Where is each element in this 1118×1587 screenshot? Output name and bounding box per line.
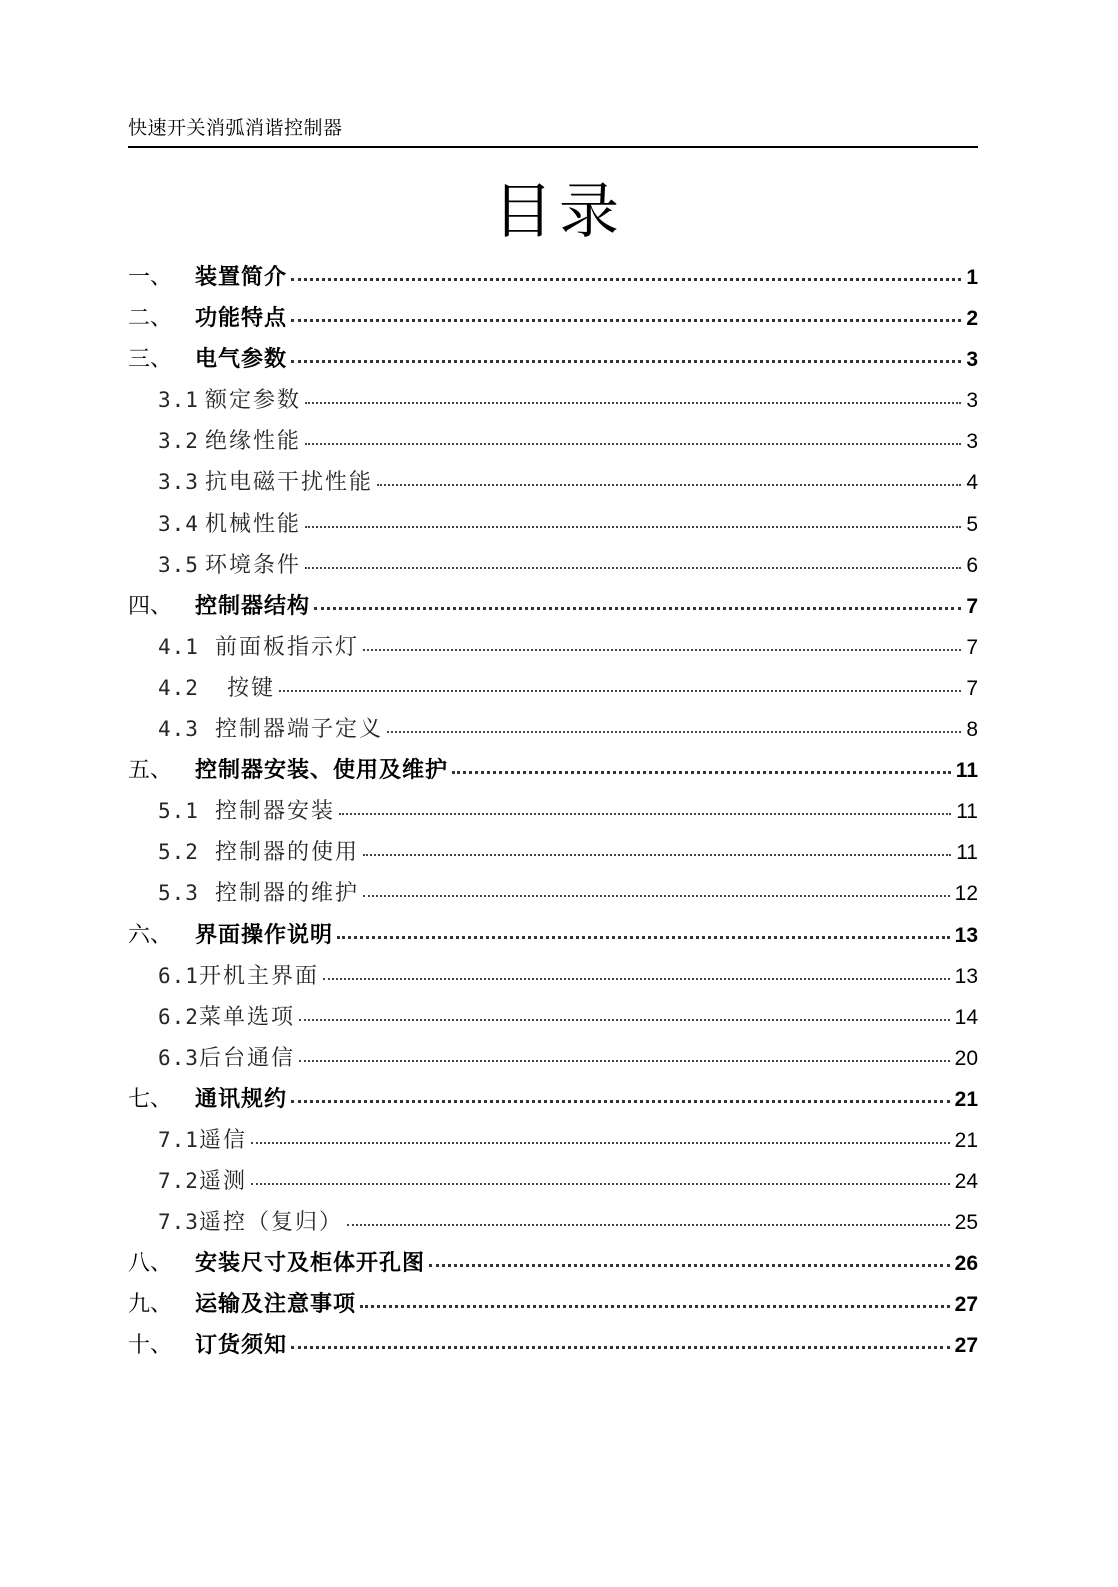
dot-leader [305,402,961,404]
toc-entry[interactable] [128,1283,978,1324]
toc-subentry[interactable] [128,379,978,420]
toc-entry-number: 四、 [128,593,173,619]
dot-leader [279,690,961,692]
dot-leader [305,526,961,528]
toc-entry-title: 控制器的维护 [214,881,359,907]
dot-leader [337,936,950,939]
toc-subentry[interactable] [128,461,978,502]
dot-leader [291,1100,950,1103]
dot-leader [291,319,961,322]
toc-entry-page: 26 [954,1252,978,1276]
toc-entry-page: 20 [954,1046,978,1070]
toc-entry-number: 4.1 [158,634,199,659]
toc-entry-page: 27 [954,1334,978,1358]
dot-leader [291,1346,950,1349]
page-header [128,112,978,148]
toc-subentry[interactable] [128,420,978,461]
toc-entry-page: 11 [956,800,978,824]
toc-entry-number: 六、 [128,922,173,948]
dot-leader [251,1183,950,1185]
toc-entry[interactable] [128,297,978,338]
toc-entry-number: 一、 [128,265,173,290]
dot-leader [360,1305,950,1308]
toc-subentry[interactable] [128,790,978,831]
toc-subentry[interactable] [128,544,978,585]
toc-entry-number: 七、 [128,1086,173,1112]
toc-entry-page: 3 [966,348,978,372]
toc-list [128,256,978,1366]
dot-leader [251,1142,950,1144]
toc-entry[interactable] [128,914,978,955]
toc-subentry[interactable] [128,872,978,913]
toc-entry-page: 21 [954,1087,978,1111]
toc-entry-page: 7 [966,676,978,700]
toc-entry-page: 2 [966,307,978,331]
toc-entry-page: 12 [954,882,978,906]
toc-entry-page: 24 [954,1170,978,1194]
toc-entry-title: 控制器的使用 [214,840,359,866]
dot-leader [305,443,961,445]
toc-entry-title: 按键 [226,675,275,701]
toc-entry-title: 前面板指示灯 [214,634,359,660]
toc-entry-page: 13 [954,923,978,947]
toc-entry-number: 3.1 [158,388,199,413]
toc-entry-page: 8 [966,718,978,742]
toc-title: 目录 [493,177,625,247]
toc-entry-title: 控制器安装、使用及维护 [195,757,449,784]
toc-subentry[interactable] [128,1160,978,1201]
toc-entry-title: 电气参数 [195,346,288,373]
toc-entry-number: 二、 [128,306,173,332]
toc-entry-number: 7.3 [158,1210,199,1235]
toc-entry-number: 5.2 [158,840,199,865]
toc-subentry[interactable] [128,667,978,708]
toc-entry[interactable] [128,749,978,790]
dot-leader [291,278,961,281]
dot-leader [291,360,961,363]
toc-entry-page: 14 [954,1005,978,1029]
toc-entry-title: 功能特点 [195,305,288,332]
toc-entry[interactable] [128,1078,978,1119]
dot-leader [305,567,961,569]
toc-entry[interactable] [128,1324,978,1365]
toc-entry-title: 控制器结构 [195,592,311,619]
toc-entry-number: 九、 [128,1292,173,1318]
toc-entry-number: 3.5 [158,552,199,577]
toc-entry[interactable] [128,338,978,379]
toc-entry-page: 25 [954,1211,978,1235]
dot-leader [363,854,951,856]
toc-entry-number: 4.2 [158,675,199,700]
toc-entry-number: 八、 [128,1251,173,1277]
toc-entry-title: 开机主界面 [198,963,319,989]
toc-entry-number: 十、 [128,1333,173,1359]
toc-entry-title: 控制器安装 [214,799,335,825]
toc-entry-number: 5.1 [158,799,199,824]
toc-entry-number: 3.4 [158,511,199,536]
toc-entry-number: 6.3 [158,1045,199,1070]
toc-entry-page: 21 [954,1128,978,1152]
dot-leader [339,813,951,815]
toc-entry-title: 遥测 [198,1169,247,1195]
toc-entry-page: 6 [966,553,978,577]
toc-entry-title: 安装尺寸及柜体开孔图 [195,1250,426,1277]
toc-entry-title: 抗电磁干扰性能 [204,470,373,496]
toc-subentry[interactable] [128,831,978,872]
toc-entry-number: 三、 [128,347,173,373]
toc-entry-page: 3 [966,430,978,454]
toc-entry-page: 7 [966,635,978,659]
toc-entry-page: 11 [956,841,978,865]
toc-subentry[interactable] [128,1201,978,1242]
toc-subentry[interactable] [128,626,978,667]
dot-leader [347,1224,950,1226]
toc-entry-title: 遥信 [198,1127,247,1153]
toc-entry-number: 3.2 [158,429,199,454]
toc-entry-page: 13 [954,964,978,988]
toc-entry-title: 菜单选项 [198,1004,295,1030]
toc-entry-number: 五、 [128,758,173,784]
toc-entry[interactable] [128,256,978,297]
dot-leader [363,649,961,651]
toc-subentry[interactable] [128,708,978,749]
toc-subentry[interactable] [128,1037,978,1078]
dot-leader [429,1264,950,1267]
toc-entry-number: 6.2 [158,1004,199,1029]
toc-entry-page: 4 [966,471,978,495]
dot-leader [452,771,951,774]
toc-subentry[interactable] [128,1119,978,1160]
toc-entry-title: 额定参数 [204,388,301,414]
header-title: 快速开关消弧消谐控制器 [128,117,343,139]
toc-entry-title: 运输及注意事项 [195,1291,357,1318]
toc-entry-title: 装置简介 [195,264,288,290]
dot-leader [299,1060,950,1062]
toc-entry-title: 遥控（复归） [198,1210,343,1236]
toc-subentry[interactable] [128,955,978,996]
toc-entry-number: 5.3 [158,881,199,906]
toc-entry[interactable] [128,585,978,626]
toc-entry-page: 1 [966,266,978,289]
toc-entry-number: 7.1 [158,1127,199,1152]
toc-entry-page: 7 [966,594,978,618]
toc-entry-number: 4.3 [158,717,199,742]
toc-entry-title: 环境条件 [204,552,301,578]
dot-leader [377,484,961,486]
toc-subentry[interactable] [128,996,978,1037]
toc-entry-page: 27 [954,1293,978,1317]
dot-leader [299,1019,950,1021]
toc-entry-page: 3 [966,389,978,413]
toc-entry-title: 通讯规约 [195,1085,288,1112]
dot-leader [363,895,950,897]
toc-entry-number: 6.1 [158,963,199,988]
toc-entry[interactable] [128,1242,978,1283]
toc-entry-title: 界面操作说明 [195,921,334,948]
toc-entry-page: 5 [966,512,978,536]
toc-entry-number: 7.2 [158,1169,199,1194]
dot-leader [323,978,950,980]
toc-entry-title: 订货须知 [195,1332,288,1359]
dot-leader [387,731,961,733]
toc-entry-number: 3.3 [158,470,199,495]
toc-entry-page: 11 [955,759,978,783]
toc-entry-title: 后台通信 [198,1045,295,1071]
toc-subentry[interactable] [128,503,978,544]
toc-entry-title: 绝缘性能 [204,429,301,455]
dot-leader [314,607,961,610]
toc-entry-title: 控制器端子定义 [214,717,383,743]
toc-entry-title: 机械性能 [204,511,301,537]
